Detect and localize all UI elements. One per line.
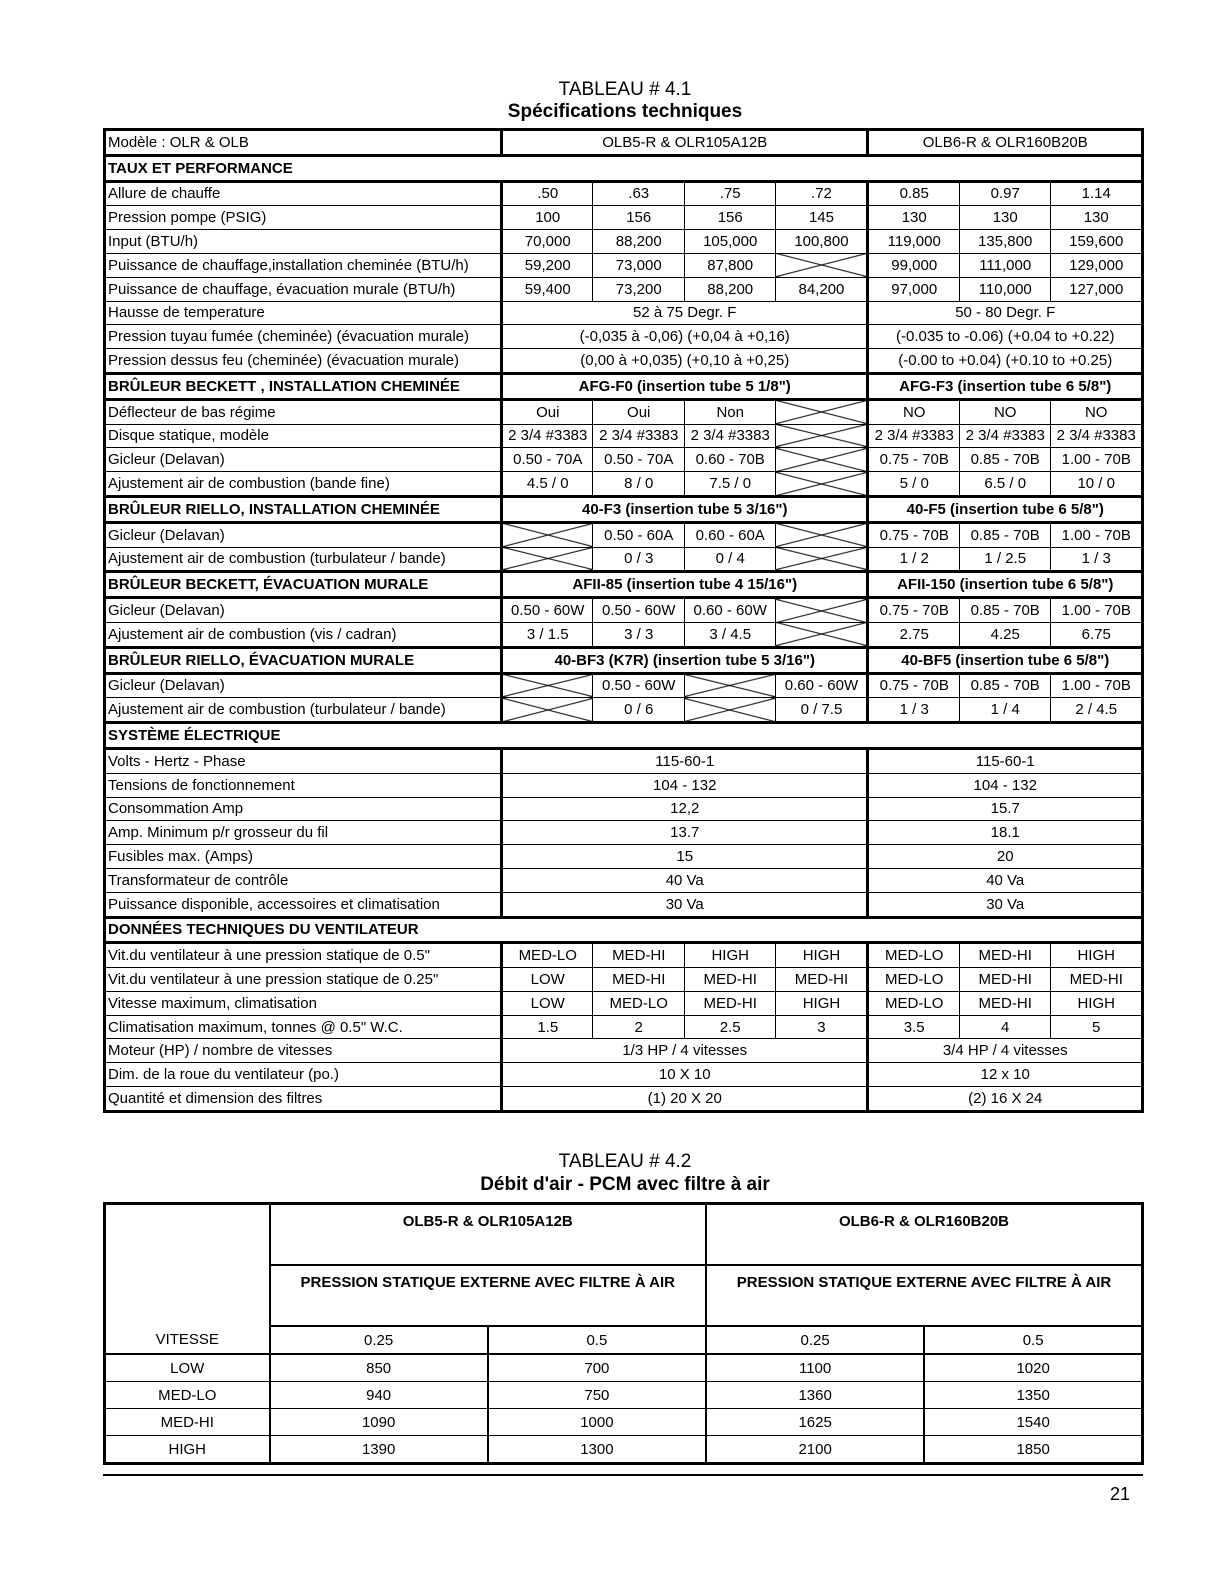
value-cell: 13.7 (502, 821, 868, 845)
value-cell: MED-HI (959, 943, 1050, 968)
value-cell: 115-60-1 (868, 748, 1143, 773)
value-cell: 111,000 (959, 253, 1050, 277)
not-applicable-cell (776, 547, 868, 572)
table-row (105, 206, 1143, 230)
pressure-values-row (105, 1326, 1143, 1354)
value-cell: 40-F5 (insertion tube 6 5/8") (868, 496, 1143, 522)
row-label: Gicleur (Delavan) (105, 448, 502, 472)
row-label: Gicleur (Delavan) (105, 522, 502, 547)
table-row (105, 472, 1143, 497)
value-cell: 130 (1051, 206, 1143, 230)
value-cell: (0,00 à +0,035) (+0,10 à +0,25) (502, 349, 868, 374)
value-cell: (-0.035 to -0.06) (+0.04 to +0.22) (868, 325, 1143, 349)
row-label: Puissance de chauffage,installation cheminée (BTU/h) (105, 253, 502, 277)
row-label: Dim. de la roue du ventilateur (po.) (105, 1063, 502, 1087)
value-cell: 0.50 - 60A (593, 522, 684, 547)
value-cell: 1.00 - 70B (1051, 522, 1143, 547)
value-cell: MED-LO (868, 943, 959, 968)
value-cell: 1.5 (502, 1015, 593, 1039)
value-cell: 3 (776, 1015, 868, 1039)
row-label: Climatisation maximum, tonnes @ 0.5" W.C. (105, 1015, 502, 1039)
value-cell: 0 / 7.5 (776, 698, 868, 723)
value-cell: 10 X 10 (502, 1063, 868, 1087)
value-cell: 2 3/4 #3383 (502, 424, 593, 448)
value-cell: 0.85 - 70B (959, 673, 1050, 698)
value-cell: MED-HI (959, 991, 1050, 1015)
speed-header: VITESSE (105, 1326, 270, 1354)
section-header-row (105, 647, 1143, 673)
not-applicable-cell (502, 547, 593, 572)
row-label: Input (BTU/h) (105, 230, 502, 254)
value-cell: 115-60-1 (502, 748, 868, 773)
not-applicable-cell (776, 424, 868, 448)
row-label: Amp. Minimum p/r grosseur du fil (105, 821, 502, 845)
table-row (105, 598, 1143, 623)
value-cell: 1 / 4 (959, 698, 1050, 723)
row-label: Vit.du ventilateur à une pression statique de 0.5" (105, 943, 502, 968)
value-cell: 88,200 (684, 277, 775, 301)
table-row (105, 1409, 1143, 1436)
value-cell: (-0,035 à -0,06) (+0,04 à +0,16) (502, 325, 868, 349)
section-header-row (105, 723, 1143, 749)
row-label: Tensions de fonctionnement (105, 773, 502, 797)
row-label: Puissance disponible, accessoires et climatisation (105, 892, 502, 917)
row-label: Puissance de chauffage, évacuation murale (BTU/h) (105, 277, 502, 301)
value-cell: MED-HI (684, 991, 775, 1015)
table1-subtitle: Spécifications techniques (507, 101, 743, 122)
table-row (105, 868, 1143, 892)
section-header-row (105, 496, 1143, 522)
value-cell: 97,000 (868, 277, 959, 301)
airflow-value: 1360 (706, 1382, 924, 1409)
value-cell: 84,200 (776, 277, 868, 301)
value-cell: 88,200 (593, 230, 684, 254)
table-row (105, 1087, 1143, 1112)
value-cell: MED-LO (593, 991, 684, 1015)
row-label: Modèle : OLR & OLB (105, 130, 502, 156)
not-applicable-cell (684, 698, 775, 723)
table-row (105, 522, 1143, 547)
section-header-row (105, 572, 1143, 598)
model-header: OLB5-R & OLR105A12B (270, 1204, 707, 1266)
value-cell: 12,2 (502, 797, 868, 821)
speed-label: HIGH (105, 1436, 270, 1464)
not-applicable-cell (776, 448, 868, 472)
value-cell: 4 (959, 1015, 1050, 1039)
airflow-value: 2100 (706, 1436, 924, 1464)
speed-label: MED-LO (105, 1382, 270, 1409)
value-cell: 1 / 2 (868, 547, 959, 572)
value-cell: 159,600 (1051, 230, 1143, 254)
pressure-value: 0.25 (270, 1326, 488, 1354)
value-cell: HIGH (684, 943, 775, 968)
pressure-header: PRESSION STATIQUE EXTERNE AVEC FILTRE À AIR (706, 1265, 1143, 1326)
row-label: Moteur (HP) / nombre de vitesses (105, 1039, 502, 1063)
value-cell: 2 3/4 #3383 (684, 424, 775, 448)
row-label: BRÛLEUR RIELLO, ÉVACUATION MURALE (105, 647, 502, 673)
row-label: Pression dessus feu (cheminée) (évacuation murale) (105, 349, 502, 374)
value-cell: HIGH (1051, 943, 1143, 968)
table-row (105, 892, 1143, 917)
value-cell: 2 3/4 #3383 (959, 424, 1050, 448)
value-cell: 15.7 (868, 797, 1143, 821)
value-cell: AFG-F3 (insertion tube 6 5/8") (868, 373, 1143, 399)
value-cell: 0 / 3 (593, 547, 684, 572)
value-cell: Non (684, 399, 775, 424)
value-cell: LOW (502, 968, 593, 992)
value-cell: 30 Va (502, 892, 868, 917)
airflow-value: 1020 (924, 1354, 1142, 1382)
corner-cell (105, 1204, 270, 1327)
value-cell: 3 / 3 (593, 622, 684, 647)
value-cell: 0 / 4 (684, 547, 775, 572)
value-cell: AFG-F0 (insertion tube 5 1/8") (502, 373, 868, 399)
row-label: BRÛLEUR BECKETT, ÉVACUATION MURALE (105, 572, 502, 598)
value-cell: MED-LO (868, 991, 959, 1015)
value-cell: .72 (776, 181, 868, 206)
value-cell: 0.97 (959, 181, 1050, 206)
value-cell: 0.50 - 70A (502, 448, 593, 472)
table2-title: TABLEAU # 4.2 (558, 1151, 692, 1172)
value-cell: 100 (502, 206, 593, 230)
row-label: Ajustement air de combustion (turbulateur / bande) (105, 547, 502, 572)
airflow-value: 940 (270, 1382, 488, 1409)
value-cell: 59,200 (502, 253, 593, 277)
table-row (105, 277, 1143, 301)
value-cell: 0.75 - 70B (868, 598, 959, 623)
value-cell: 4.25 (959, 622, 1050, 647)
value-cell: 129,000 (1051, 253, 1143, 277)
value-cell: NO (959, 399, 1050, 424)
value-cell: 0.50 - 60W (502, 598, 593, 623)
row-label: BRÛLEUR RIELLO, INSTALLATION CHEMINÉE (105, 496, 502, 522)
value-cell: 73,200 (593, 277, 684, 301)
value-cell: MED-HI (776, 968, 868, 992)
value-cell: 2 3/4 #3383 (868, 424, 959, 448)
value-cell: 1.00 - 70B (1051, 448, 1143, 472)
not-applicable-cell (684, 673, 775, 698)
value-cell: MED-LO (868, 968, 959, 992)
value-cell: 145 (776, 206, 868, 230)
airflow-value: 1625 (706, 1409, 924, 1436)
value-cell: 0.85 - 70B (959, 598, 1050, 623)
value-cell: 30 Va (868, 892, 1143, 917)
value-cell: 0.60 - 70B (684, 448, 775, 472)
value-cell: 156 (684, 206, 775, 230)
value-cell: 40-BF5 (insertion tube 6 5/8") (868, 647, 1143, 673)
value-cell: Oui (502, 399, 593, 424)
value-cell: 12 x 10 (868, 1063, 1143, 1087)
value-cell: NO (868, 399, 959, 424)
value-cell: 3.5 (868, 1015, 959, 1039)
value-cell: LOW (502, 991, 593, 1015)
not-applicable-cell (776, 472, 868, 497)
table-row (105, 349, 1143, 374)
airflow-value: 1540 (924, 1409, 1142, 1436)
table-row (105, 301, 1143, 325)
value-cell: 73,000 (593, 253, 684, 277)
value-cell: .50 (502, 181, 593, 206)
value-cell: 130 (868, 206, 959, 230)
page-number: 21 (1110, 1484, 1131, 1504)
value-cell: 0.50 - 70A (593, 448, 684, 472)
value-cell: 1.00 - 70B (1051, 673, 1143, 698)
value-cell: 1/3 HP / 4 vitesses (502, 1039, 868, 1063)
row-label: Disque statique, modèle (105, 424, 502, 448)
value-cell: 0.60 - 60W (776, 673, 868, 698)
value-cell: 110,000 (959, 277, 1050, 301)
row-label: TAUX ET PERFORMANCE (105, 155, 1143, 181)
value-cell: 5 / 0 (868, 472, 959, 497)
value-cell: 1 / 3 (868, 698, 959, 723)
table2-subtitle: Débit d'air - PCM avec filtre à air (480, 1174, 770, 1195)
value-cell: AFII-85 (insertion tube 4 15/16") (502, 572, 868, 598)
value-cell: 40 Va (868, 868, 1143, 892)
value-cell: 70,000 (502, 230, 593, 254)
airflow-table (103, 1202, 1144, 1465)
value-cell: 0.85 - 70B (959, 522, 1050, 547)
value-cell: 8 / 0 (593, 472, 684, 497)
section-header-row (105, 373, 1143, 399)
airflow-value: 1350 (924, 1382, 1142, 1409)
table-row (105, 622, 1143, 647)
value-cell: 4.5 / 0 (502, 472, 593, 497)
table-row (105, 991, 1143, 1015)
table-row (105, 230, 1143, 254)
not-applicable-cell (776, 522, 868, 547)
pressure-value: 0.5 (488, 1326, 706, 1354)
row-label: SYSTÈME ÉLECTRIQUE (105, 723, 1143, 749)
value-cell: 20 (868, 845, 1143, 869)
airflow-value: 1390 (270, 1436, 488, 1464)
row-label: DONNÉES TECHNIQUES DU VENTILATEUR (105, 917, 1143, 943)
value-cell: HIGH (776, 943, 868, 968)
value-cell: 2 (593, 1015, 684, 1039)
value-cell: 105,000 (684, 230, 775, 254)
specifications-table (103, 128, 1144, 1113)
value-cell: (-0.00 to +0.04) (+0.10 to +0.25) (868, 349, 1143, 374)
table-row (105, 1354, 1143, 1382)
value-cell: 1.14 (1051, 181, 1143, 206)
row-label: Ajustement air de combustion (bande fine) (105, 472, 502, 497)
row-label: Vitesse maximum, climatisation (105, 991, 502, 1015)
speed-label: MED-HI (105, 1409, 270, 1436)
airflow-value: 1850 (924, 1436, 1142, 1464)
table-row (105, 845, 1143, 869)
value-cell: 0.75 - 70B (868, 522, 959, 547)
value-cell: 0.50 - 60W (593, 598, 684, 623)
value-cell: AFII-150 (insertion tube 6 5/8") (868, 572, 1143, 598)
table-row (105, 1382, 1143, 1409)
value-cell: 0.60 - 60W (684, 598, 775, 623)
value-cell: 40-F3 (insertion tube 5 3/16") (502, 496, 868, 522)
model-header-row (105, 1204, 1143, 1266)
row-label: Gicleur (Delavan) (105, 673, 502, 698)
airflow-value: 1100 (706, 1354, 924, 1382)
value-cell: MED-LO (502, 943, 593, 968)
value-cell: (2) 16 X 24 (868, 1087, 1143, 1112)
table-row (105, 748, 1143, 773)
value-cell: 156 (593, 206, 684, 230)
row-label: BRÛLEUR BECKETT , INSTALLATION CHEMINÉE (105, 373, 502, 399)
value-cell: OLB5-R & OLR105A12B (502, 130, 868, 156)
value-cell: MED-HI (959, 968, 1050, 992)
row-label: Fusibles max. (Amps) (105, 845, 502, 869)
row-label: Vit.du ventilateur à une pression statique de 0.25" (105, 968, 502, 992)
value-cell: MED-HI (593, 943, 684, 968)
value-cell: Oui (593, 399, 684, 424)
value-cell: 0.85 - 70B (959, 448, 1050, 472)
not-applicable-cell (776, 622, 868, 647)
row-label: Quantité et dimension des filtres (105, 1087, 502, 1112)
table-row (105, 325, 1143, 349)
value-cell: 0.85 (868, 181, 959, 206)
table-row (105, 797, 1143, 821)
row-label: Transformateur de contrôle (105, 868, 502, 892)
value-cell: 135,800 (959, 230, 1050, 254)
value-cell: 0.75 - 70B (868, 448, 959, 472)
value-cell: 50 - 80 Degr. F (868, 301, 1143, 325)
table-row (105, 698, 1143, 723)
not-applicable-cell (502, 673, 593, 698)
row-label: Allure de chauffe (105, 181, 502, 206)
table-row (105, 448, 1143, 472)
value-cell: 1 / 2.5 (959, 547, 1050, 572)
value-cell: 127,000 (1051, 277, 1143, 301)
value-cell: HIGH (776, 991, 868, 1015)
section-header-row (105, 917, 1143, 943)
value-cell: 104 - 132 (868, 773, 1143, 797)
value-cell: 3/4 HP / 4 vitesses (868, 1039, 1143, 1063)
table-row (105, 181, 1143, 206)
value-cell: 119,000 (868, 230, 959, 254)
value-cell: 130 (959, 206, 1050, 230)
table-row (105, 253, 1143, 277)
row-label: Déflecteur de bas régime (105, 399, 502, 424)
airflow-value: 1000 (488, 1409, 706, 1436)
speed-label: LOW (105, 1354, 270, 1382)
value-cell: .63 (593, 181, 684, 206)
table-row (105, 130, 1143, 156)
airflow-value: 1090 (270, 1409, 488, 1436)
value-cell: 40-BF3 (K7R) (insertion tube 5 3/16") (502, 647, 868, 673)
not-applicable-cell (776, 598, 868, 623)
value-cell: MED-HI (593, 968, 684, 992)
row-label: Hausse de temperature (105, 301, 502, 325)
value-cell: 2 / 4.5 (1051, 698, 1143, 723)
value-cell: 2 3/4 #3383 (1051, 424, 1143, 448)
value-cell: 15 (502, 845, 868, 869)
row-label: Consommation Amp (105, 797, 502, 821)
value-cell: 0 / 6 (593, 698, 684, 723)
value-cell: 40 Va (502, 868, 868, 892)
not-applicable-cell (502, 522, 593, 547)
value-cell: 6.75 (1051, 622, 1143, 647)
table-row (105, 1015, 1143, 1039)
value-cell: 0.50 - 60W (593, 673, 684, 698)
table-row (105, 821, 1143, 845)
value-cell: 52 à 75 Degr. F (502, 301, 868, 325)
value-cell: 10 / 0 (1051, 472, 1143, 497)
row-label: Pression tuyau fumée (cheminée) (évacuation murale) (105, 325, 502, 349)
not-applicable-cell (502, 698, 593, 723)
value-cell: 2.75 (868, 622, 959, 647)
value-cell: 2.5 (684, 1015, 775, 1039)
table-row (105, 1039, 1143, 1063)
row-label: Volts - Hertz - Phase (105, 748, 502, 773)
value-cell: (1) 20 X 20 (502, 1087, 868, 1112)
airflow-value: 700 (488, 1354, 706, 1382)
value-cell: 100,800 (776, 230, 868, 254)
value-cell: MED-HI (684, 968, 775, 992)
value-cell: .75 (684, 181, 775, 206)
value-cell: 2 3/4 #3383 (593, 424, 684, 448)
row-label: Ajustement air de combustion (vis / cadran) (105, 622, 502, 647)
airflow-value: 750 (488, 1382, 706, 1409)
value-cell: 0.75 - 70B (868, 673, 959, 698)
table-row (105, 673, 1143, 698)
value-cell: 87,800 (684, 253, 775, 277)
value-cell: 1 / 3 (1051, 547, 1143, 572)
table1-title: TABLEAU # 4.1 (558, 79, 692, 100)
pressure-header: PRESSION STATIQUE EXTERNE AVEC FILTRE À AIR (270, 1265, 707, 1326)
airflow-value: 1300 (488, 1436, 706, 1464)
airflow-value: 850 (270, 1354, 488, 1382)
footer-rule (103, 1474, 1143, 1476)
value-cell: NO (1051, 399, 1143, 424)
section-header-row (105, 155, 1143, 181)
row-label: Pression pompe (PSIG) (105, 206, 502, 230)
value-cell: 59,400 (502, 277, 593, 301)
table-row (105, 1436, 1143, 1464)
not-applicable-cell (776, 253, 868, 277)
value-cell: 18.1 (868, 821, 1143, 845)
table-row (105, 547, 1143, 572)
row-label: Gicleur (Delavan) (105, 598, 502, 623)
table-row (105, 1063, 1143, 1087)
not-applicable-cell (776, 399, 868, 424)
model-header: OLB6-R & OLR160B20B (706, 1204, 1143, 1266)
value-cell: 3 / 4.5 (684, 622, 775, 647)
value-cell: MED-HI (1051, 968, 1143, 992)
value-cell: OLB6-R & OLR160B20B (868, 130, 1143, 156)
value-cell: 104 - 132 (502, 773, 868, 797)
table-row (105, 943, 1143, 968)
value-cell: 5 (1051, 1015, 1143, 1039)
table-row (105, 399, 1143, 424)
value-cell: 1.00 - 70B (1051, 598, 1143, 623)
value-cell: 7.5 / 0 (684, 472, 775, 497)
value-cell: 99,000 (868, 253, 959, 277)
value-cell: 0.60 - 60A (684, 522, 775, 547)
value-cell: HIGH (1051, 991, 1143, 1015)
table-row (105, 968, 1143, 992)
pressure-value: 0.5 (924, 1326, 1142, 1354)
row-label: Ajustement air de combustion (turbulateur / bande) (105, 698, 502, 723)
pressure-value: 0.25 (706, 1326, 924, 1354)
table-row (105, 424, 1143, 448)
value-cell: 3 / 1.5 (502, 622, 593, 647)
table-row (105, 773, 1143, 797)
value-cell: 6.5 / 0 (959, 472, 1050, 497)
